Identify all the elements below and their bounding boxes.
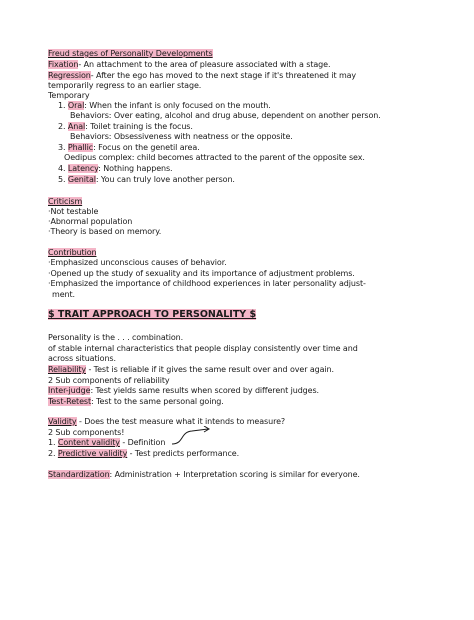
personality-def-1: Personality is the . . . combination. [48,333,184,342]
validity-line [48,417,285,427]
validity-sub: 2 Sub components! [48,428,125,437]
trait-title [48,310,256,320]
validity-text: - Does the test measure what it intends to measure? [76,417,286,426]
genital-line [58,175,235,185]
oral-term: Oral [67,101,85,110]
contribution-item-cont: ment. [52,290,75,299]
regression-line-2: temporarily regress to an earlier stage. [48,81,202,90]
contribution-item: ·Opened up the study of sexuality and its importance of adjustment problems. [48,269,355,278]
contribution-title [48,248,96,258]
personality-def-3: across situations. [48,354,116,363]
content-num: 1. [48,438,56,447]
criticism-title [48,197,82,207]
anal-line [58,122,193,132]
content-term: Content validity [57,438,120,447]
latency-line [58,164,173,174]
fixation-text: - An attachment to the area of pleasure associated with a stage. [78,60,331,69]
predictive-validity-line [48,449,239,459]
anal-term: Anal [67,122,86,131]
curved-arrow-icon [170,426,214,446]
trait-title-text: $ TRAIT APPROACH TO PERSONALITY $ [48,309,257,320]
predictive-num: 2. [48,449,56,458]
criticism-item: ·Abnormal population [48,217,133,226]
standardization-term: Standardization [48,470,110,479]
anal-behaviors: Behaviors: Obsessiveness with neatness or the opposite. [70,132,293,141]
phallic-text: : Focus on the genetil area. [93,143,200,152]
fixation-term: Fixation [48,60,79,69]
phallic-line [58,143,200,153]
genital-term: Genital [67,175,96,184]
regression-line [48,71,356,81]
genital-text: : You can truly love another person. [95,175,235,184]
phallic-num: 3. [58,143,66,152]
oral-text: : When the infant is only focused on the mouth. [84,101,271,110]
regression-term: Regression [48,71,91,80]
latency-term: Latency [67,164,99,173]
oral-line [58,101,271,111]
fixation-line [48,60,330,70]
personality-def-2: of stable internal characteristics that people display consistently over time and [48,344,358,353]
regression-text: - After the ego has moved to the next stage if it's threatened it may [90,71,357,80]
phallic-term: Phallic [67,143,94,152]
temporary-label: Temporary [48,91,90,100]
reliability-term: Reliability [48,365,86,374]
contribution-title-text: Contribution [48,248,97,257]
criticism-item: ·Theory is based on memory. [48,227,162,236]
latency-num: 4. [58,164,66,173]
criticism-title-text: Criticism [48,197,83,206]
standardization-line [48,470,360,480]
reliability-line [48,365,334,375]
testretest-text: : Test to the same personal going. [91,397,224,406]
predictive-term: Predictive validity [57,449,128,458]
oral-behaviors: Behaviors: Over eating, alcohol and drug abuse, dependent on another person. [70,111,381,120]
genital-num: 5. [58,175,66,184]
freud-title [48,49,213,59]
contribution-item: ·Emphasized the importance of childhood experiences in later personality adjust- [48,279,366,288]
content-text: - Definition [119,438,166,447]
content-validity-line [48,438,165,448]
phallic-oedipus: Oedipus complex: child becomes attracted to the parent of the opposite sex. [64,153,365,162]
interjudge-text: : Test yields same results when scored by different judges. [90,386,319,395]
testretest-term: Test-Retest [48,397,92,406]
interjudge-term: Inter-judge [48,386,91,395]
standardization-text: : Administration + Interpretation scoring is similar for everyone. [109,470,360,479]
testretest-line [48,397,224,407]
latency-text: : Nothing happens. [98,164,173,173]
oral-num: 1. [58,101,66,110]
contribution-item: ·Emphasized unconscious causes of behavior. [48,258,227,267]
freud-title-text: Freud stages of Personality Developments [48,49,213,58]
predictive-text: - Test predicts performance. [127,449,240,458]
interjudge-line [48,386,319,396]
reliability-sub: 2 Sub components of reliability [48,376,170,385]
criticism-item: ·Not testable [48,207,99,216]
validity-term: Validity [48,417,77,426]
anal-text: : Toilet training is the focus. [85,122,193,131]
reliability-text: - Test is reliable if it gives the same result over and over again. [86,365,334,374]
anal-num: 2. [58,122,66,131]
